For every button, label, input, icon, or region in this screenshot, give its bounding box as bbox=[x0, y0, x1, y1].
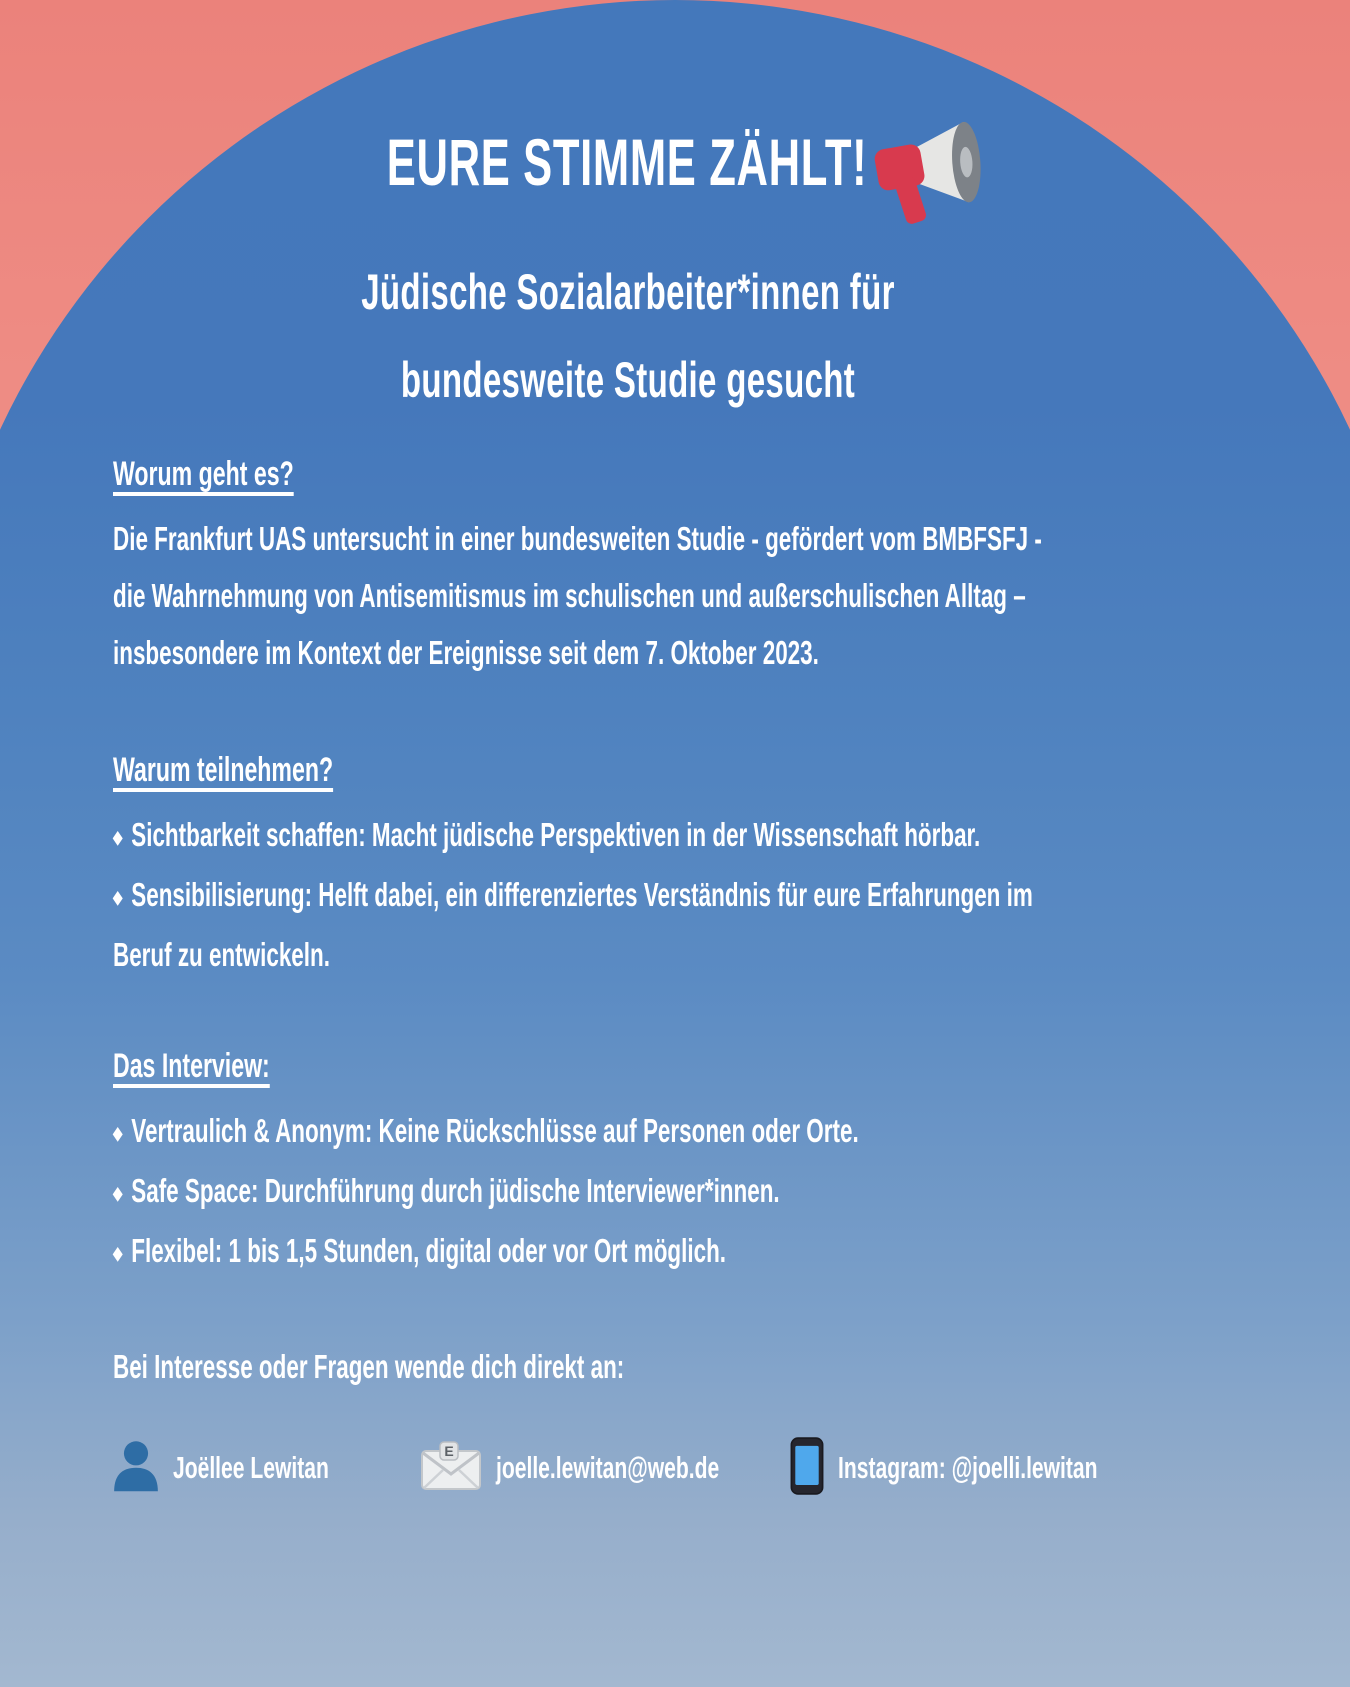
subtitle-line-1: Jüdische Sozialarbeiter*innen für bbox=[361, 264, 895, 320]
megaphone-icon bbox=[868, 108, 999, 243]
bullet-text: Flexibel: 1 bis 1,5 Stunden, digital oder vor Ort möglich. bbox=[131, 1232, 727, 1269]
section-heading: Das Interview: bbox=[113, 1047, 270, 1085]
bullet-diamond-icon: ◆ bbox=[113, 887, 123, 907]
bullet-item bbox=[113, 1222, 929, 1282]
page-title-row bbox=[0, 124, 1302, 200]
page-subtitle bbox=[0, 248, 1303, 424]
bullet-continuation: Beruf zu entwickeln. bbox=[113, 936, 330, 973]
contact-intro-text: Bei Interesse oder Fragen wende dich direkt an: bbox=[113, 1348, 625, 1385]
contact-name: Joëllee Lewitan bbox=[173, 1450, 329, 1485]
bullet-text: Vertraulich & Anonym: Keine Rückschlüsse auf Personen oder Orte. bbox=[131, 1112, 859, 1149]
svg-text:E: E bbox=[444, 1442, 454, 1459]
paragraph-line: die Wahrnehmung von Antisemitismus im schulischen und außerschulischen Alltag – bbox=[113, 577, 1026, 614]
bullet-diamond-icon: ◆ bbox=[113, 1183, 123, 1203]
contact-instagram-handle: Instagram: @joelli.lewitan bbox=[838, 1450, 1098, 1485]
contact-intro bbox=[113, 1338, 1313, 1395]
section-heading: Worum geht es? bbox=[113, 455, 294, 493]
contact-email bbox=[420, 1430, 824, 1506]
email-icon bbox=[420, 1441, 482, 1496]
bullet-item bbox=[113, 866, 1033, 926]
contact-person bbox=[113, 1430, 402, 1506]
paragraph-line: insbesondere im Kontext der Ereignisse seit dem 7. Oktober 2023. bbox=[113, 634, 819, 671]
contact-row bbox=[0, 1430, 1350, 1506]
person-icon bbox=[113, 1440, 159, 1497]
page-title: EURE STIMME ZÄHLT! bbox=[386, 125, 868, 199]
bullet-item bbox=[113, 1102, 929, 1162]
bullet-text: Sichtbarkeit schaffen: Macht jüdische Perspektiven in der Wissenschaft hörbar. bbox=[131, 816, 981, 853]
section-das-interview bbox=[113, 1044, 1313, 1282]
section-worum-geht-es bbox=[113, 452, 1313, 681]
section-heading: Warum teilnehmen? bbox=[113, 751, 334, 789]
subtitle-line-2: bundesweite Studie gesucht bbox=[400, 352, 856, 408]
phone-icon bbox=[790, 1437, 824, 1500]
bullet-diamond-icon: ◆ bbox=[113, 1123, 123, 1143]
paragraph-line: Die Frankfurt UAS untersucht in einer bundesweiten Studie - gefördert vom BMBFSFJ - bbox=[113, 520, 1042, 557]
section-warum-teilnehmen bbox=[113, 748, 1313, 983]
contact-phone bbox=[790, 1430, 1220, 1506]
contact-email-address: joelle.lewitan@web.de bbox=[496, 1450, 720, 1485]
bullet-diamond-icon: ◆ bbox=[113, 1243, 123, 1263]
bullet-text: Safe Space: Durchführung durch jüdische Interviewer*innen. bbox=[131, 1172, 780, 1209]
bullet-item bbox=[113, 806, 981, 866]
bullet-item bbox=[113, 1162, 929, 1222]
bullet-text: Sensibilisierung: Helft dabei, ein differenziertes Verständnis für eure Erfahrungen im bbox=[131, 876, 1033, 913]
bullet-diamond-icon: ◆ bbox=[113, 827, 123, 847]
